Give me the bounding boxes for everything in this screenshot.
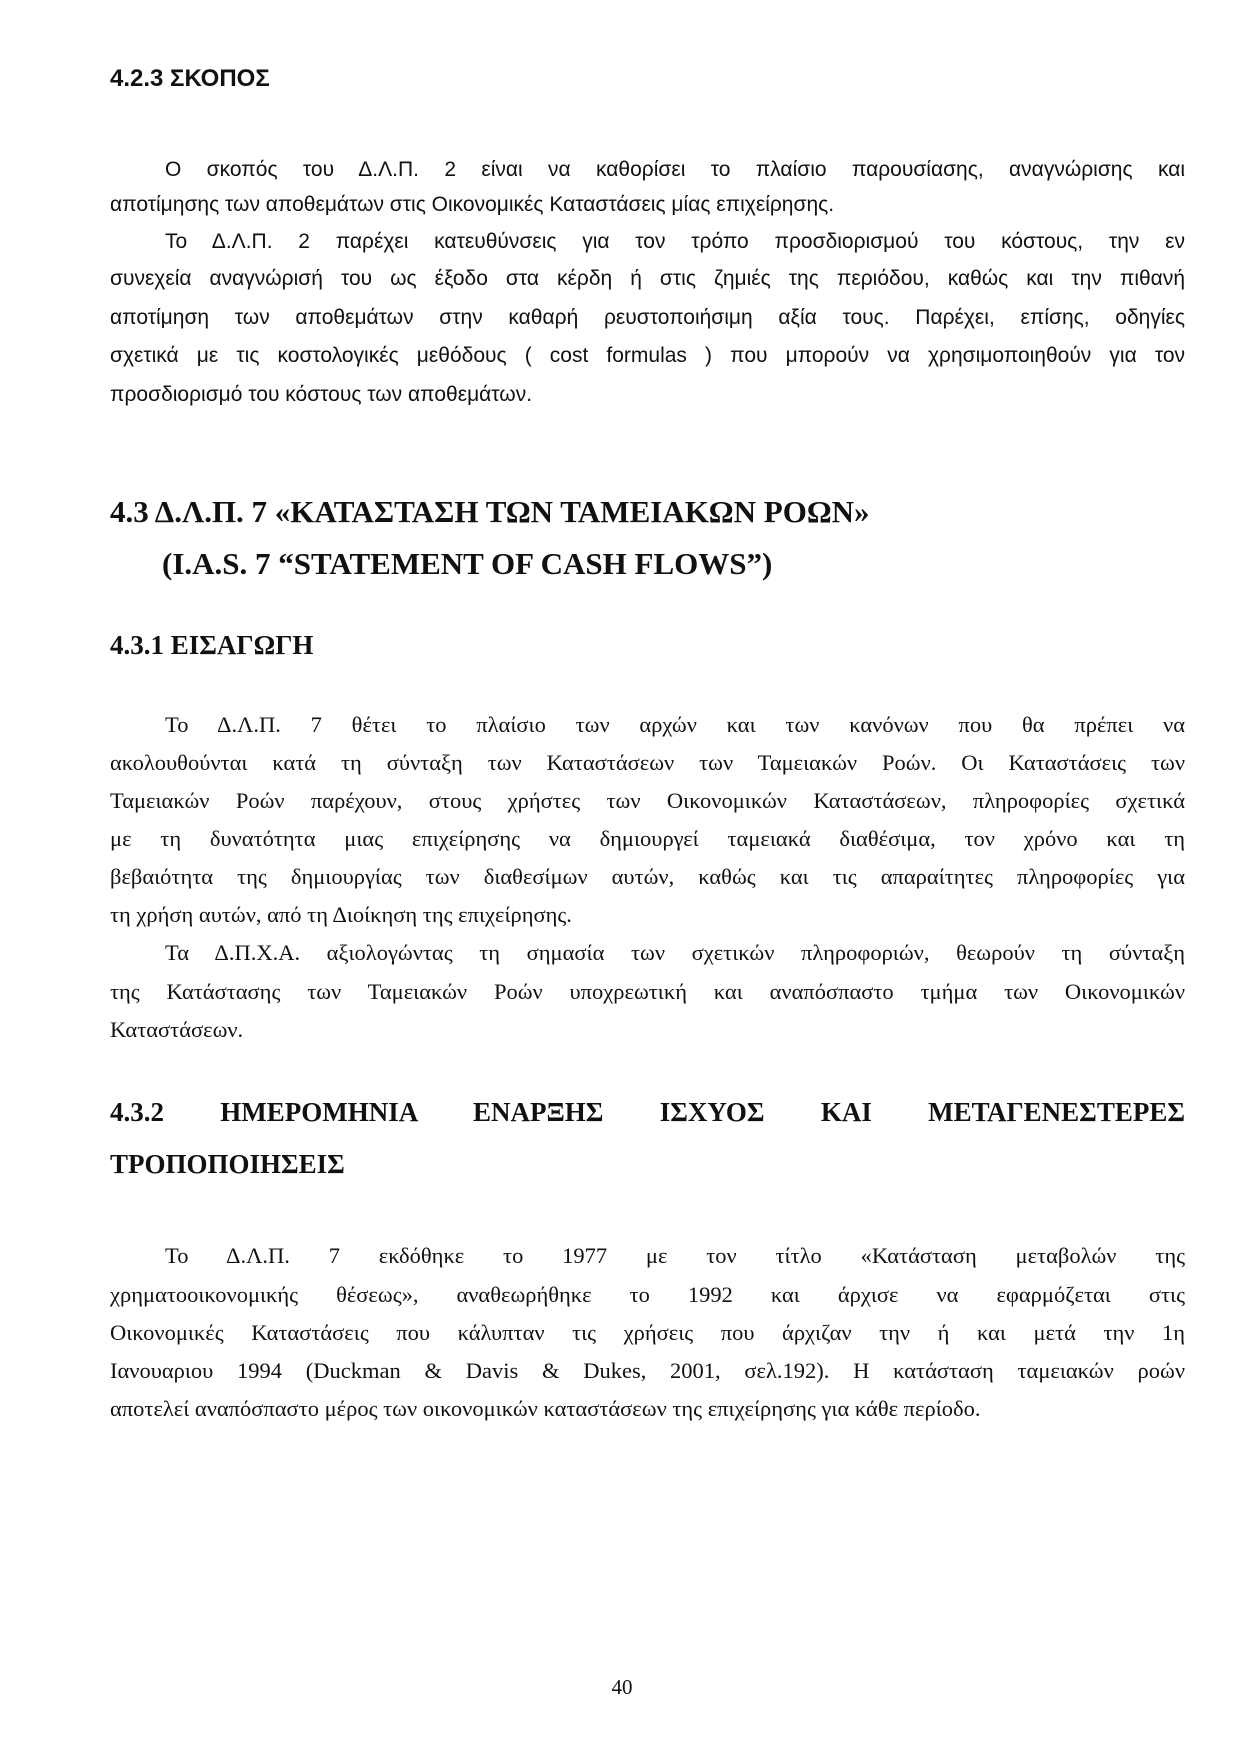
paragraph-line: της Κατάστασης των Ταμειακών Ροών υποχρεωτική και αναπόσπαστο τμήμα των Οικονομικών xyxy=(110,979,1185,1004)
section-heading-4-2-3: 4.2.3 ΣΚΟΠΟΣ xyxy=(110,65,270,92)
section-heading-4-3: 4.3 Δ.Λ.Π. 7 «ΚΑΤΑΣΤΑΣΗ ΤΩΝ ΤΑΜΕΙΑΚΩΝ ΡΟΩΝ» xyxy=(110,494,870,529)
section-heading-4-3-2-cont: ΤΡΟΠΟΠΟΙΗΣΕΙΣ xyxy=(110,1149,345,1179)
paragraph-line: προσδιορισμό του κόστους των αποθεμάτων. xyxy=(110,383,533,406)
paragraph-line: Το Δ.Λ.Π. 7 θέτει το πλαίσιο των αρχών και των κανόνων που θα πρέπει να xyxy=(165,712,1185,737)
section-heading-4-3-1: 4.3.1 ΕΙΣΑΓΩΓΗ xyxy=(110,630,314,660)
paragraph-line: Ιανουαριου 1994 (Duckman & Davis & Dukes, 2001, σελ.192). Η κατάσταση ταμειακών ροών xyxy=(110,1358,1185,1383)
paragraph-line: Το Δ.Λ.Π. 2 παρέχει κατευθύνσεις για τον τρόπο προσδιορισμού του κόστους, την εν xyxy=(165,230,1185,253)
paragraph-line: αποτίμησης των αποθεμάτων στις Οικονομικές Καταστάσεις μίας επιχείρησης. xyxy=(110,193,835,216)
paragraph-line: αποτίμηση των αποθεμάτων στην καθαρή ρευστοποιήσιμη αξία τους. Παρέχει, επίσης, οδηγίες xyxy=(110,306,1185,329)
paragraph-line: Το Δ.Λ.Π. 7 εκδόθηκε το 1977 με τον τίτλο «Κατάσταση μεταβολών της xyxy=(165,1243,1185,1268)
paragraph-line: Τα Δ.Π.Χ.Α. αξιολογώντας τη σημασία των σχετικών πληροφοριών, θεωρούν τη σύνταξη xyxy=(165,940,1185,965)
paragraph-line: τη χρήση αυτών, από τη Διοίκηση της επιχείρησης. xyxy=(110,902,572,927)
paragraph-line: Οικονομικές Καταστάσεις που κάλυπταν τις χρήσεις που άρχιζαν την ή και μετά την 1η xyxy=(110,1320,1185,1345)
paragraph-line: Ταμειακών Ροών παρέχουν, στους χρήστες των Οικονομικών Καταστάσεων, πληροφορίες σχετικά xyxy=(110,788,1185,813)
page-number: 40 xyxy=(611,1675,633,1699)
paragraph-line: ακολουθούνται κατά τη σύνταξη των Καταστάσεων των Ταμειακών Ροών. Οι Καταστάσεις των xyxy=(110,750,1185,775)
paragraph-line: συνεχεία αναγνώρισή του ως έξοδο στα κέρδη ή στις ζημιές της περιόδου, καθώς και την πιθανή xyxy=(110,267,1185,290)
section-heading-4-3-2: 4.3.2 ΗΜΕΡΟΜΗΝΙΑ ΕΝΑΡΞΗΣ ΙΣΧΥΟΣ ΚΑΙ ΜΕΤΑΓΕΝΕΣΤΕΡΕΣ xyxy=(110,1097,1185,1127)
paragraph-line: βεβαιότητα της δημιουργίας των διαθεσίμων αυτών, καθώς και τις απαραίτητες πληροφορίες για xyxy=(110,864,1185,889)
section-heading-4-3-english: (I.A.S. 7 “STATEMENT OF CASH FLOWS”) xyxy=(162,546,773,581)
paragraph-line: με τη δυνατότητα μιας επιχείρησης να δημιουργεί ταμειακά διαθέσιμα, τον χρόνο και τη xyxy=(110,826,1185,851)
paragraph-line: αποτελεί αναπόσπαστο μέρος των οικονομικών καταστάσεων της επιχείρησης για κάθε περίοδο. xyxy=(110,1396,981,1421)
paragraph-line: Ο σκοπός του Δ.Λ.Π. 2 είναι να καθορίσει το πλαίσιο παρουσίασης, αναγνώρισης και xyxy=(165,158,1185,181)
paragraph-line: Καταστάσεων. xyxy=(110,1017,244,1042)
paragraph-line: σχετικά με τις κοστολογικές μεθόδους ( cost formulas ) που μπορούν να χρησιμοποιηθούν για τον xyxy=(110,344,1185,367)
paragraph-line: χρηματοοικονομικής θέσεως», αναθεωρήθηκε το 1992 και άρχισε να εφαρμόζεται στις xyxy=(110,1282,1185,1307)
